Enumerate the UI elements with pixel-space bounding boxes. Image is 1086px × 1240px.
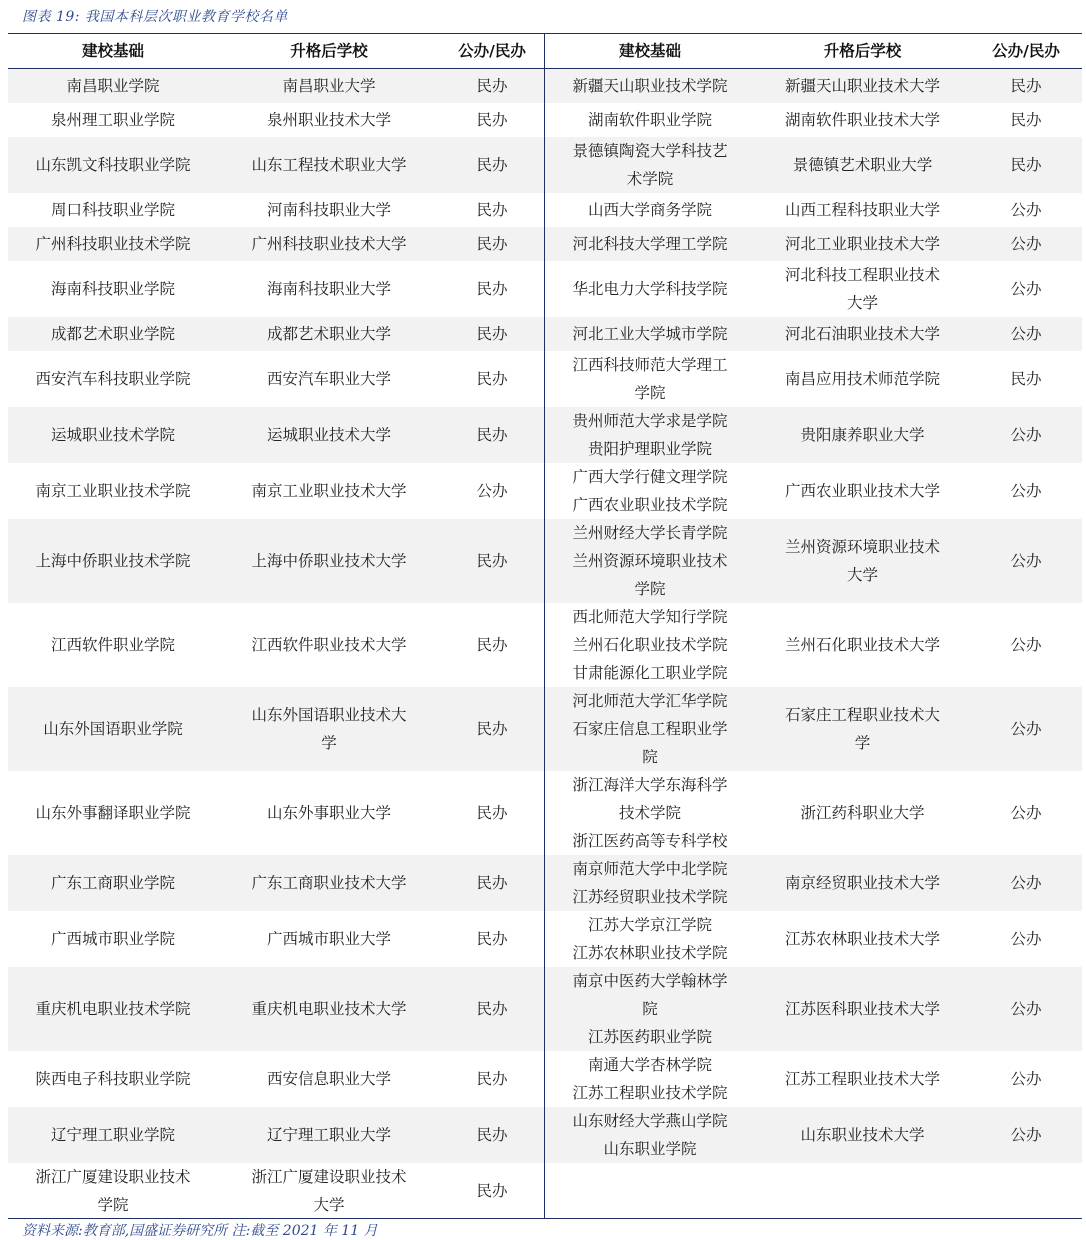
table-row [8,911,544,967]
ownership-cell: 民办 [440,1107,544,1163]
cell-line: 河北石油职业技术大学 [784,324,940,343]
table-row [8,771,544,855]
table-row [8,317,544,351]
cell-line: 技术学院 [618,803,681,822]
cell-line: 南通大学杏林学院 [587,1055,712,1074]
base-school-cell [8,227,218,261]
upgraded-school-cell [755,911,970,967]
cell-line: 石家庄工程职业技术大 [784,705,940,724]
upgraded-school-cell [755,771,970,855]
ownership-cell: 公办 [1010,929,1042,948]
table-row [8,227,544,261]
upgraded-school-cell [218,317,440,351]
cell-line: 山东职业学院 [603,1139,697,1158]
cell-line: 广西农业职业技术学院 [572,495,728,514]
upgraded-school-cell [218,603,440,687]
base-school-cell [545,137,755,193]
upgraded-school-cell [755,317,970,351]
ownership-cell: 公办 [970,967,1082,1051]
table-row [545,69,1082,103]
cell-line: 南京工业职业技术学院 [35,481,191,500]
cell-line: 成都艺术职业学院 [50,324,175,343]
table-row [545,351,1082,407]
cell-line: 术学院 [626,169,674,188]
cell-line: 南京中医药大学翰林学 [572,971,728,990]
cell-line: 运城职业技术学院 [50,425,175,444]
table-row [545,227,1082,261]
base-school-cell [8,317,218,351]
ownership-cell: 民办 [476,1182,508,1200]
upgraded-school-cell [755,227,970,261]
cell-line: 江苏农林职业技术学院 [572,943,728,962]
cell-line: 河北工业职业技术大学 [784,234,940,253]
figure-caption: 图表 19: 我国本科层次职业教育学校名单 [22,9,288,25]
cell-line: 景德镇陶瓷大学科技艺 [572,141,728,160]
upgraded-school-cell [755,519,970,603]
ownership-cell: 民办 [476,200,508,219]
table-row [545,1163,1082,1220]
cell-line: 江西软件职业学院 [50,635,175,654]
cell-line: 山西工程科技职业大学 [784,200,940,219]
cell-line: 山东凯文科技职业学院 [35,155,191,174]
cell-line: 院 [642,999,658,1018]
upgraded-school-cell [755,1107,970,1163]
table-row [8,103,544,137]
base-school-cell [545,1163,755,1220]
header-base: 建校基础 [8,34,218,69]
upgraded-school-cell [755,103,970,137]
cell-line: 山东外国语职业学院 [43,719,183,738]
cell-line: 运城职业技术大学 [266,425,391,444]
cell-line: 贵阳护理职业学院 [587,439,712,458]
cell-line: 浙江海洋大学东海科学 [572,775,728,794]
ownership-cell: 民办 [440,407,544,463]
base-school-cell [8,1107,218,1163]
upgraded-school-cell [755,967,970,1051]
ownership-cell: 公办 [1010,200,1042,219]
base-school-cell [8,69,218,103]
table-row [8,463,544,519]
upgraded-school-cell [218,227,440,261]
ownership-cell: 民办 [476,929,508,948]
cell-line: 江苏经贸职业技术学院 [572,887,728,906]
cell-line: 山东外国语职业技术大 [251,705,407,724]
cell-line: 石家庄信息工程职业学 [572,719,728,738]
cell-line: 山东财经大学燕山学院 [572,1111,728,1130]
ownership-cell: 民办 [440,69,544,103]
base-school-cell [545,227,755,261]
cell-line: 南京师范大学中北学院 [572,859,728,878]
ownership-cell: 民办 [476,110,508,129]
cell-line: 广州科技职业技术大学 [251,234,407,253]
base-school-cell [8,1051,218,1107]
cell-line: 浙江医药高等专科学校 [572,831,728,850]
table-row [545,103,1082,137]
table-row [8,351,544,407]
upgraded-school-cell [755,687,970,771]
cell-line: 南京经贸职业技术大学 [784,873,940,892]
base-school-cell [545,261,755,317]
cell-line: 辽宁理工职业大学 [266,1125,391,1144]
base-school-cell [545,317,755,351]
upgraded-school-cell [218,137,440,193]
right-header-row [545,34,1082,69]
table-row [8,519,544,603]
base-school-cell [8,137,218,193]
base-school-cell [545,193,755,227]
table-row [545,407,1082,463]
cell-line: 河南科技职业大学 [266,200,391,219]
base-school-cell [545,855,755,911]
ownership-cell: 民办 [1010,110,1042,129]
upgraded-school-cell [218,771,440,855]
cell-line: 山东职业技术大学 [800,1125,925,1144]
cell-line: 兰州石化职业技术学院 [572,635,728,654]
left-table [8,34,544,1220]
upgraded-school-cell [755,855,970,911]
ownership-cell: 民办 [970,137,1082,193]
ownership-cell: 民办 [440,227,544,261]
source-note: 资料来源:教育部,国盛证券研究所 注:截至 2021 年 11 月 [22,1223,378,1239]
upgraded-school-cell [755,463,970,519]
cell-line: 上海中侨职业技术学院 [35,551,191,570]
ownership-cell: 公办 [970,855,1082,911]
upgraded-school-cell [218,911,440,967]
cell-line: 院 [642,747,658,766]
base-school-cell [545,103,755,137]
upgraded-school-cell [218,103,440,137]
upgraded-school-cell [218,967,440,1051]
ownership-cell: 公办 [970,407,1082,463]
table-row [545,771,1082,855]
cell-line: 山西大学商务学院 [587,200,712,219]
cell-line: 南昌职业大学 [282,76,376,95]
cell-line: 湖南软件职业技术大学 [784,110,940,129]
cell-line: 泉州理工职业学院 [50,110,175,129]
cell-line: 辽宁理工职业学院 [50,1125,175,1144]
cell-line: 兰州石化职业技术大学 [784,635,940,654]
ownership-cell: 民办 [440,967,544,1051]
cell-line: 学院 [634,383,666,402]
header-base: 建校基础 [545,34,755,69]
left-header-row [8,34,544,69]
upgraded-school-cell [218,193,440,227]
header-type: 公办/民办 [440,34,544,69]
upgraded-school-cell [218,855,440,911]
cell-line: 河北师范大学汇华学院 [572,691,728,710]
base-school-cell [545,687,755,771]
ownership-cell: 公办 [1010,481,1042,500]
ownership-cell: 民办 [440,137,544,193]
cell-line: 江苏农林职业技术大学 [784,929,940,948]
cell-line: 重庆机电职业技术大学 [251,999,407,1018]
upgraded-school-cell [755,69,970,103]
cell-line: 江苏大学京江学院 [587,915,712,934]
cell-line: 河北科技大学理工学院 [572,234,728,253]
ownership-cell: 公办 [1010,1069,1042,1088]
table-row [545,603,1082,687]
ownership-cell: 民办 [440,687,544,771]
upgraded-school-cell [218,1051,440,1107]
cell-line: 广东工商职业学院 [50,873,175,892]
cell-line: 江苏医药职业学院 [587,1027,712,1046]
base-school-cell [8,771,218,855]
cell-line: 大学 [846,565,878,584]
cell-line: 广东工商职业技术大学 [251,873,407,892]
cell-line: 浙江广厦建设职业技术 [251,1168,407,1186]
upgraded-school-cell [755,193,970,227]
ownership-cell: 公办 [1010,279,1042,298]
cell-line: 西安汽车职业大学 [266,369,391,388]
cell-line: 兰州资源环境职业技术 [784,537,940,556]
ownership-cell: 公办 [970,1107,1082,1163]
upgraded-school-cell [755,137,970,193]
header-upgraded: 升格后学校 [218,34,440,69]
cell-line: 湖南软件职业学院 [587,110,712,129]
cell-line: 海南科技职业大学 [266,279,391,298]
cell-line: 南昌职业学院 [66,76,160,95]
table-row [8,1107,544,1163]
cell-line: 广西城市职业大学 [266,929,391,948]
cell-line: 江苏医科职业技术大学 [784,999,940,1018]
cell-line: 大学 [846,293,878,312]
ownership-cell: 民办 [476,635,508,654]
base-school-cell [545,911,755,967]
table-row [545,463,1082,519]
table-row [545,1051,1082,1107]
ownership-cell [970,1163,1082,1220]
base-school-cell [545,69,755,103]
cell-line: 海南科技职业学院 [50,279,175,298]
cell-line: 甘肃能源化工职业学院 [572,663,728,682]
cell-line: 山东工程技术职业大学 [251,155,407,174]
ownership-cell: 公办 [1010,803,1042,822]
cell-line: 浙江药科职业大学 [800,803,925,822]
base-school-cell [8,603,218,687]
table-row [8,687,544,771]
cell-line: 江苏工程职业技术大学 [784,1069,940,1088]
right-table-body [545,69,1082,1220]
table-row [8,1163,544,1220]
upgraded-school-cell [218,1163,440,1220]
header-upgraded: 升格后学校 [755,34,970,69]
table-row [545,911,1082,967]
ownership-cell: 公办 [970,317,1082,351]
ownership-cell: 公办 [970,227,1082,261]
table-row [545,193,1082,227]
upgraded-school-cell [218,69,440,103]
table-row [545,1107,1082,1163]
ownership-cell: 公办 [476,481,508,500]
ownership-cell: 民办 [970,69,1082,103]
ownership-cell: 民办 [1010,369,1042,388]
table-row [8,603,544,687]
ownership-cell: 民办 [440,317,544,351]
right-table [545,34,1082,1220]
table-row [545,855,1082,911]
base-school-cell [8,261,218,317]
table-row [545,317,1082,351]
base-school-cell [545,1051,755,1107]
cell-line: 河北工业大学城市学院 [572,324,728,343]
header-type: 公办/民办 [970,34,1082,69]
base-school-cell [545,351,755,407]
base-school-cell [8,193,218,227]
ownership-cell: 民办 [476,803,508,822]
cell-line: 河北科技工程职业技术 [784,265,940,284]
base-school-cell [545,1107,755,1163]
cell-line: 学 [854,733,871,752]
table-row [545,519,1082,603]
upgraded-school-cell [755,1163,970,1220]
ownership-cell: 公办 [970,519,1082,603]
table-row [8,137,544,193]
left-table-body [8,69,544,1220]
upgraded-school-cell [755,261,970,317]
cell-line: 广西农业职业技术大学 [784,481,940,500]
cell-line: 西安汽车科技职业学院 [35,369,191,388]
base-school-cell [8,911,218,967]
table-row [8,193,544,227]
ownership-cell: 民办 [476,369,508,388]
cell-line: 新疆天山职业技术大学 [784,76,940,95]
ownership-cell: 民办 [440,519,544,603]
cell-line: 学 [321,733,337,752]
cell-line: 兰州资源环境职业技术 [572,551,728,570]
bottom-rule [8,1218,1082,1219]
cell-line: 泉州职业技术大学 [266,110,391,129]
cell-line: 学院 [97,1196,129,1214]
cell-line: 景德镇艺术职业大学 [792,155,933,174]
base-school-cell [545,967,755,1051]
upgraded-school-cell [218,407,440,463]
base-school-cell [8,687,218,771]
upgraded-school-cell [218,261,440,317]
cell-line: 重庆机电职业技术学院 [35,999,191,1018]
cell-line: 华北电力大学科技学院 [572,279,728,298]
ownership-cell: 民办 [440,855,544,911]
cell-line: 南京工业职业技术大学 [251,481,407,500]
upgraded-school-cell [755,407,970,463]
table-row [8,967,544,1051]
cell-line: 江西科技师范大学理工 [572,355,728,374]
cell-line: 江西软件职业技术大学 [251,635,407,654]
cell-line: 广州科技职业技术学院 [35,234,191,253]
base-school-cell [8,351,218,407]
cell-line: 南昌应用技术师范学院 [784,369,940,388]
upgraded-school-cell [755,603,970,687]
cell-line: 贵阳康养职业大学 [800,425,925,444]
cell-line: 新疆天山职业技术学院 [572,76,728,95]
upgraded-school-cell [755,351,970,407]
cell-line: 上海中侨职业技术大学 [251,551,407,570]
cell-line: 西北师范大学知行学院 [572,607,728,626]
ownership-cell: 民办 [476,1069,508,1088]
base-school-cell [8,407,218,463]
cell-line: 大学 [313,1196,345,1214]
upgraded-school-cell [218,687,440,771]
base-school-cell [8,1163,218,1220]
ownership-cell: 公办 [1010,635,1042,654]
table-row [8,855,544,911]
table-row [8,407,544,463]
cell-line: 贵州师范大学求是学院 [572,411,728,430]
cell-line: 广西大学行健文理学院 [572,467,728,486]
cell-line: 山东外事职业大学 [266,803,391,822]
base-school-cell [8,519,218,603]
base-school-cell [8,855,218,911]
base-school-cell [545,463,755,519]
cell-line: 兰州财经大学长青学院 [572,523,728,542]
ownership-cell: 民办 [476,279,508,298]
base-school-cell [8,103,218,137]
cell-line: 西安信息职业大学 [266,1069,391,1088]
table-row [545,687,1082,771]
base-school-cell [545,771,755,855]
cell-line: 陕西电子科技职业学院 [35,1069,191,1088]
table-row [545,261,1082,317]
table-row [8,1051,544,1107]
cell-line: 成都艺术职业大学 [266,324,391,343]
cell-line: 广西城市职业学院 [50,929,175,948]
base-school-cell [8,967,218,1051]
base-school-cell [545,519,755,603]
cell-line: 浙江广厦建设职业技术 [35,1168,191,1186]
base-school-cell [8,463,218,519]
base-school-cell [545,407,755,463]
cell-line: 江苏工程职业技术学院 [572,1083,728,1102]
base-school-cell [545,603,755,687]
cell-line: 周口科技职业学院 [50,200,175,219]
upgraded-school-cell [755,1051,970,1107]
cell-line: 学院 [634,579,666,598]
ownership-cell: 公办 [970,687,1082,771]
upgraded-school-cell [218,1107,440,1163]
table-row [545,137,1082,193]
upgraded-school-cell [218,463,440,519]
table-row [8,261,544,317]
upgraded-school-cell [218,351,440,407]
table-row [545,967,1082,1051]
upgraded-school-cell [218,519,440,603]
table-row [8,69,544,103]
cell-line: 山东外事翻译职业学院 [35,803,191,822]
